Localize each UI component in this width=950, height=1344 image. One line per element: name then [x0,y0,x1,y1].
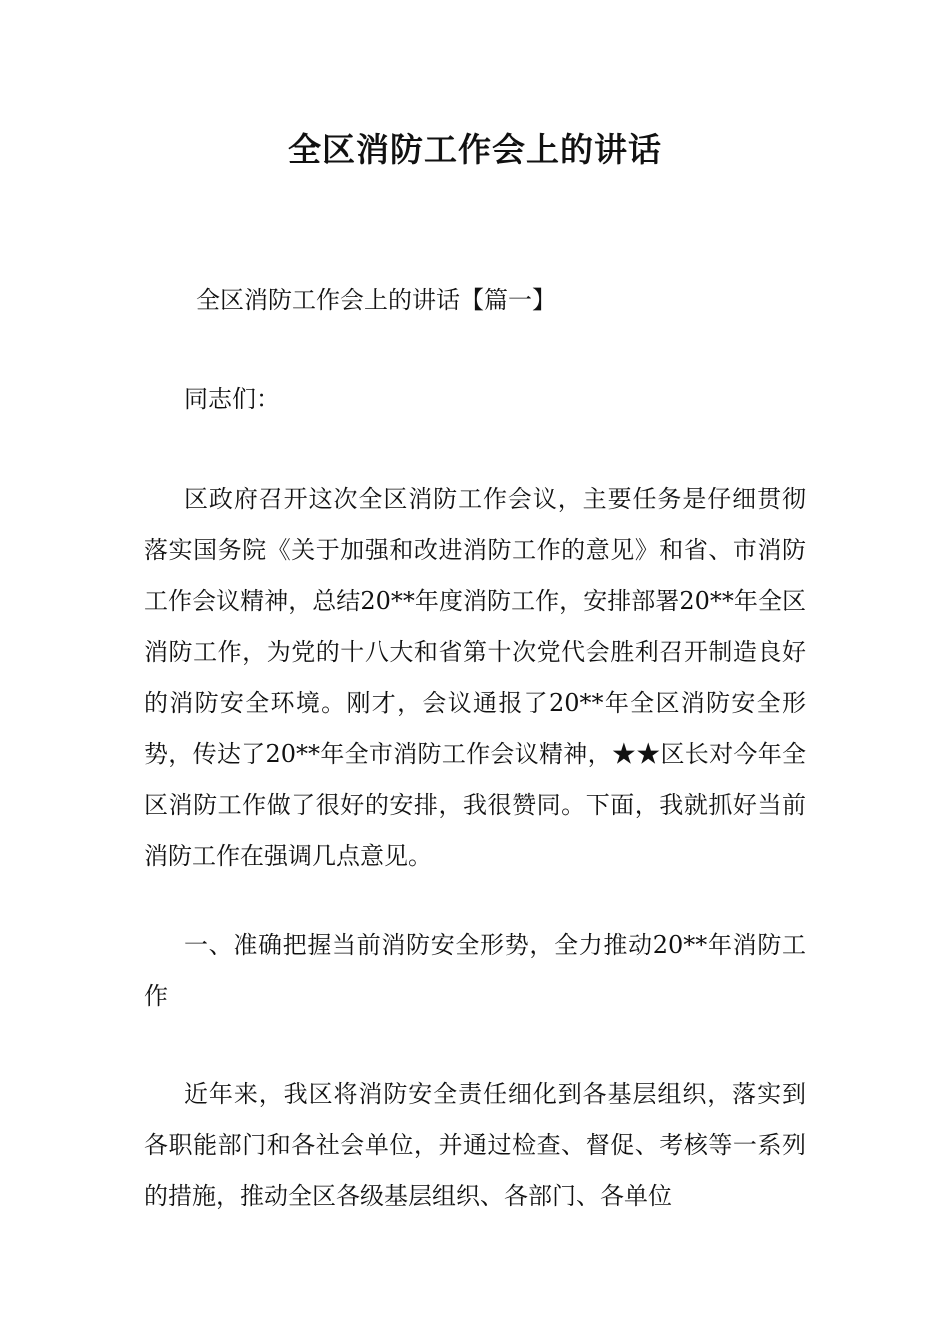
paragraph-intro: 区政府召开这次全区消防工作会议，主要任务是仔细贯彻落实国务院《关于加强和改进消防工作的意见》和省、市消防工作会议精神，总结20**年度消防工作，安排部署20**年全区消防工作，为党的十八大和省第十次党代会胜利召开制造良好的消防安全环境。刚才，会议通报了20**年全区消防安全形势，传达了20**年全市消防工作会议精神，★★区长对今年全区消防工作做了很好的安排，我很赞同。下面，我就抓好当前消防工作在强调几点意见。 [144,485,806,870]
paragraph-section-1: 近年来，我区将消防安全责任细化到各基层组织，落实到各职能部门和各社会单位，并通过检查、督促、考核等一系列的措施，推动全区各级基层组织、各部门、各单位 [144,1080,806,1210]
document-subtitle: 全区消防工作会上的讲话【篇一】 [196,286,556,314]
document-title: 全区消防工作会上的讲话 [288,130,662,169]
section-heading-1: 一、准确把握当前消防安全形势，全力推动20**年消防工作 [144,931,806,1010]
greeting: 同志们： [184,385,280,413]
